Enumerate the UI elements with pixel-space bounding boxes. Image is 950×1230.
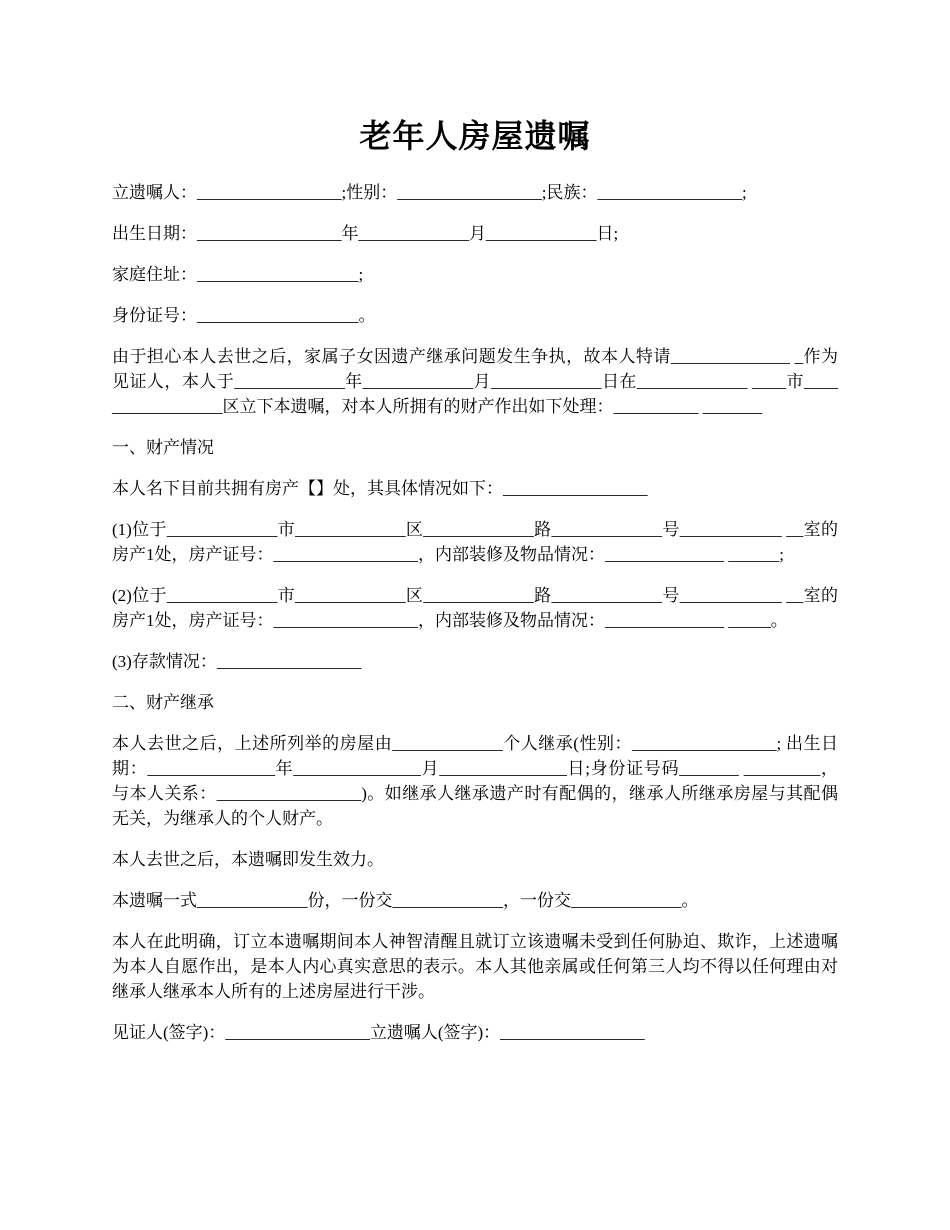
document-title: 老年人房屋遗嘱	[359, 117, 591, 155]
effectiveness-line: 本人去世之后，本遗嘱即发生效力。	[112, 850, 384, 869]
deposit-line: (3)存款情况：_________________	[112, 652, 362, 671]
document-page	[112, 0, 838, 1045]
home-address-line: 家庭住址：___________________;	[112, 265, 364, 284]
birth-date-line: 出生日期：_________________年_____________月_____________日;	[112, 224, 619, 243]
id-number-line: 身份证号：___________________。	[112, 306, 376, 325]
testator-info-line: 立遗嘱人：_________________;性别：_________________;民族：_________________;	[112, 183, 747, 202]
signature-line: 见证人(签字)：_________________立遗嘱人(签字)：_________________	[112, 1023, 645, 1042]
property-item-1: (1)位于_____________市_____________区_____________路_____________号____________ __室的房产1处，房产证号：_________________，内部装修及物品情况：______________ ______;	[112, 520, 838, 564]
copies-line: 本遗嘱一式_____________份，一份交_____________，一份交_____________。	[112, 891, 699, 910]
section-heading-inheritance: 二、财产继承	[112, 693, 214, 712]
inheritance-paragraph: 本人去世之后，上述所列举的房屋由_____________个人继承(性别：_________________; 出生日期：_______________年_______________月_______________日;身份证号码_______ _________，与本人关系：_________________)。如继承人继承遗产时有配偶的，继承人所继承房屋与其配偶无关，为继承人的个人财产。	[112, 734, 838, 828]
preamble-paragraph: 由于担心本人去世之后，家属子女因遗产继承问题发生争执，故本人特请______________ _作为见证人，本人于_____________年_____________月_____________日在_____________ ____市_________________区立下本遗嘱，对本人所拥有的财产作出如下处理：__________ _______	[112, 347, 838, 416]
property-summary-line: 本人名下目前共拥有房产【】处，其具体情况如下：_________________	[112, 479, 648, 498]
property-item-2: (2)位于_____________市_____________区_____________路_____________号____________ __室的房产1处，房产证号：_________________，内部装修及物品情况：______________ _____。	[112, 586, 838, 630]
declaration-paragraph: 本人在此明确，订立本遗嘱期间本人神智清醒且就订立该遗嘱未受到任何胁迫、欺诈，上述遗嘱为本人自愿作出，是本人内心真实意思的表示。本人其他亲属或任何第三人均不得以任何理由对继承人继承本人所有的上述房屋进行干涉。	[112, 932, 838, 1001]
section-heading-property: 一、财产情况	[112, 438, 214, 457]
